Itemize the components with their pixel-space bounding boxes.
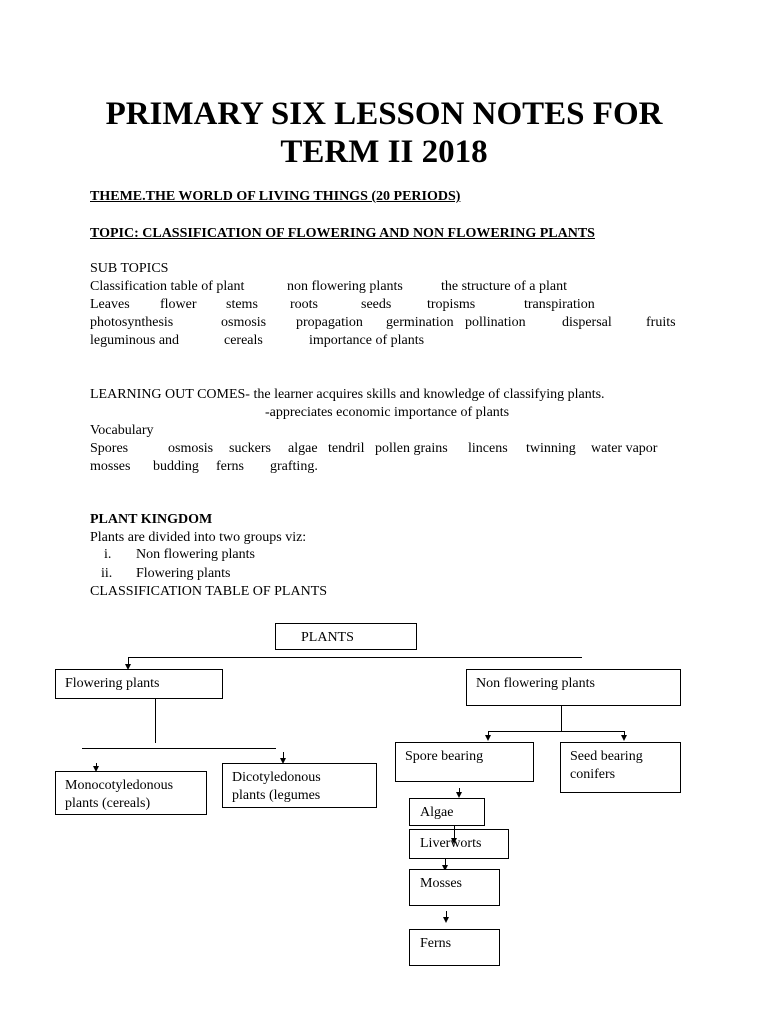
subtopic-word: Classification table of plant <box>90 279 245 294</box>
vocabulary-word: tendril <box>328 441 365 456</box>
learning-outcomes-line-1: LEARNING OUT COMES- the learner acquires skills and knowledge of classifying plants. <box>90 387 605 402</box>
page-title-line-2: TERM II 2018 <box>280 134 488 170</box>
subtopic-word: non flowering plants <box>287 279 403 294</box>
subtopic-word: seeds <box>361 297 392 312</box>
vocabulary-heading: Vocabulary <box>90 423 154 438</box>
dicotyledonous-box <box>222 763 377 808</box>
plant-kingdom-heading: PLANT KINGDOM <box>90 512 213 527</box>
subtopics-heading: SUB TOPICS <box>90 261 169 276</box>
subtopic-word: roots <box>290 297 318 312</box>
mosses-label: Mosses <box>420 876 463 891</box>
vocabulary-word: water vapor <box>591 441 658 456</box>
subtopic-word: transpiration <box>524 297 595 312</box>
subtopic-word: flower <box>160 297 197 312</box>
page-title-line-1: PRIMARY SIX LESSON NOTES FOR <box>105 96 663 132</box>
arrow-to-ferns <box>446 911 447 918</box>
subtopic-word: photosynthesis <box>90 315 174 330</box>
subtopic-word: the structure of a plant <box>441 279 567 294</box>
root-connector-line <box>128 657 582 658</box>
subtopic-word: germination <box>386 315 454 330</box>
mosses-box <box>409 869 500 906</box>
arrow-into-liverworts <box>454 829 455 839</box>
vocabulary-word: osmosis <box>168 441 214 456</box>
vocabulary-word: mosses <box>90 459 131 474</box>
arrow-to-algae <box>459 788 460 793</box>
vocabulary-word: ferns <box>216 459 244 474</box>
list-item: Non flowering plants <box>136 547 255 562</box>
monocot-line-2: plants (cereals) <box>65 796 151 811</box>
vocabulary-word: budding <box>153 459 199 474</box>
subtopic-word: osmosis <box>221 315 267 330</box>
subtopic-word: fruits <box>646 315 676 330</box>
vocabulary-word: lincens <box>468 441 508 456</box>
subtopic-word: stems <box>226 297 258 312</box>
monocotyledonous-box <box>55 771 207 815</box>
plant-kingdom-intro: Plants are divided into two groups viz: <box>90 530 307 545</box>
plants-root-box <box>275 623 417 650</box>
ferns-label: Ferns <box>420 936 452 951</box>
non-flowering-plants-box <box>466 669 681 706</box>
ferns-box <box>409 929 500 966</box>
spore-bearing-box <box>395 742 534 782</box>
arrow-to-flowering <box>128 657 129 665</box>
subtopic-word: leguminous and <box>90 333 180 348</box>
subtopic-word: dispersal <box>562 315 612 330</box>
list-item: Flowering plants <box>136 566 231 581</box>
liverworts-label: Liverworts <box>420 836 482 851</box>
flowering-plants-box <box>55 669 223 699</box>
flowering-branch-line <box>82 748 276 749</box>
non-flowering-plants-label: Non flowering plants <box>476 676 595 691</box>
vocabulary-word: Spores <box>90 441 129 456</box>
subtopic-word: pollination <box>465 315 526 330</box>
subtopic-word: cereals <box>224 333 263 348</box>
arrow-to-monocot <box>96 763 97 767</box>
monocot-line-1: Monocotyledonous <box>65 778 174 793</box>
subtopic-word: Leaves <box>90 297 130 312</box>
list-marker: i. <box>104 547 112 562</box>
vocabulary-word: twinning <box>526 441 576 456</box>
vocabulary-word: pollen grains <box>375 441 448 456</box>
arrow-to-dicot <box>283 752 284 759</box>
arrow-to-mosses <box>445 859 446 866</box>
algae-box <box>409 798 485 826</box>
subtopic-word: tropisms <box>427 297 476 312</box>
list-marker: ii. <box>101 566 113 581</box>
theme-heading: THEME.THE WORLD OF LIVING THINGS (20 PERIODS) <box>90 189 461 204</box>
vocabulary-word: suckers <box>229 441 271 456</box>
liverworts-box <box>409 829 509 859</box>
vocabulary-word: grafting. <box>270 459 318 474</box>
non-flowering-stem-line <box>561 706 562 731</box>
subtopic-word: propagation <box>296 315 363 330</box>
dicot-line-2: plants (legumes <box>232 788 321 803</box>
subtopic-word: importance of plants <box>309 333 425 348</box>
classification-table-heading: CLASSIFICATION TABLE OF PLANTS <box>90 584 328 599</box>
flowering-stem-line <box>155 699 156 743</box>
non-flowering-branch-line <box>488 731 625 732</box>
dicot-line-1: Dicotyledonous <box>232 770 321 785</box>
vocabulary-word: algae <box>288 441 318 456</box>
seed-bearing-line-1: Seed bearing <box>570 749 643 764</box>
arrow-to-seed-bearing <box>624 731 625 736</box>
topic-heading: TOPIC: CLASSIFICATION OF FLOWERING AND NON FLOWERING PLANTS <box>90 226 595 241</box>
seed-bearing-line-2: conifers <box>570 767 616 782</box>
spore-bearing-label: Spore bearing <box>405 749 484 764</box>
seed-bearing-box <box>560 742 681 793</box>
flowering-plants-label: Flowering plants <box>65 676 160 691</box>
arrow-to-spore-bearing <box>488 731 489 736</box>
learning-outcomes-line-2: -appreciates economic importance of plants <box>265 405 510 420</box>
plants-root-label: PLANTS <box>301 630 354 645</box>
algae-label: Algae <box>420 805 454 820</box>
